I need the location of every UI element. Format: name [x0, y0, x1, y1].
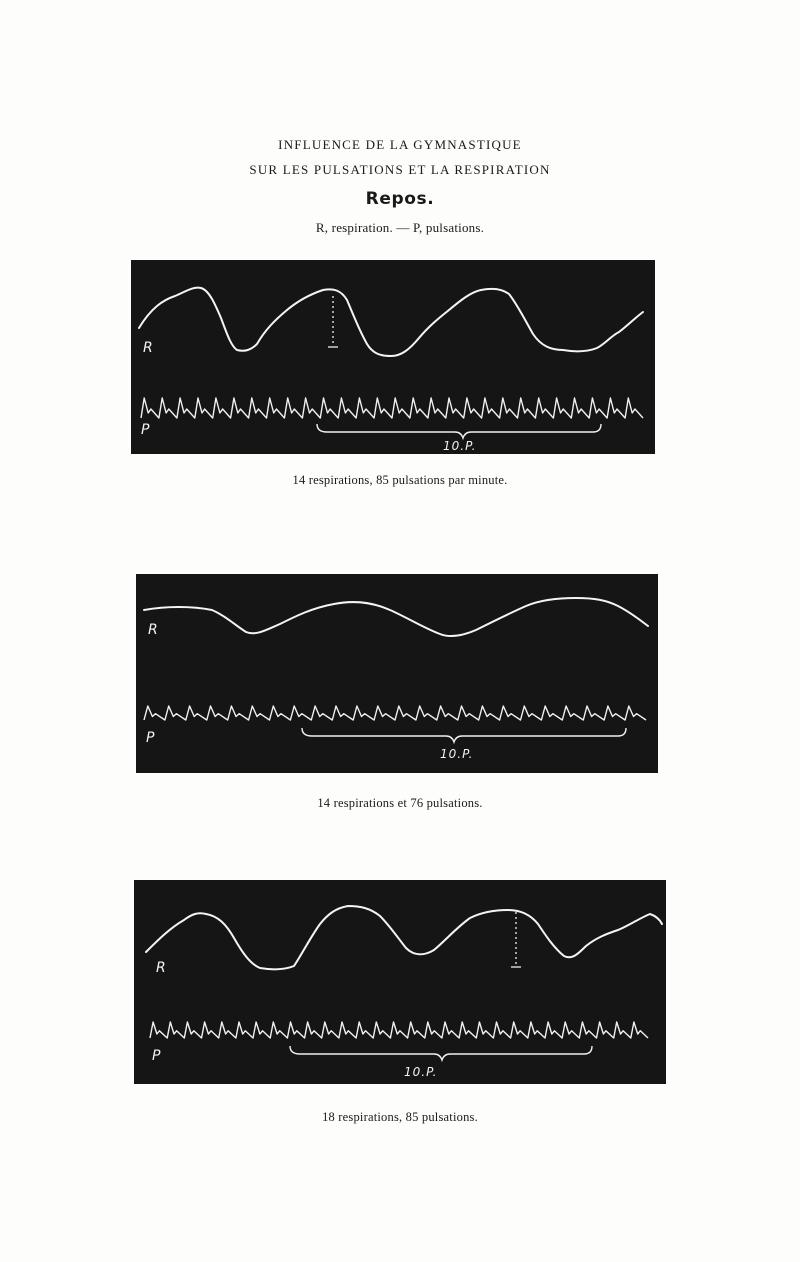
respiration-label-1: R [143, 340, 153, 356]
pulse-label-1: P [141, 422, 150, 438]
interval-label-1: 10.P. [443, 439, 477, 453]
page-heading-line2: SUR LES PULSATIONS ET LA RESPIRATION [249, 162, 551, 177]
pulse-label-2: P [146, 730, 155, 746]
tracing-caption-2: 14 respirations et 76 pulsations. [317, 796, 483, 810]
tracing-panel-3 [134, 880, 666, 1084]
interval-brace-2 [302, 728, 626, 742]
tracing-svg-2 [136, 574, 658, 773]
section-title: Repos. [365, 189, 435, 209]
tracing-caption-3: 18 respirations, 85 pulsations. [322, 1110, 478, 1124]
pulse-label-3: P [152, 1048, 161, 1064]
interval-brace-3 [290, 1046, 592, 1060]
interval-label-2: 10.P. [440, 747, 474, 761]
respiration-trace-3 [146, 906, 662, 969]
pulse-trace-1 [141, 398, 643, 418]
tracing-panel-1 [131, 260, 655, 454]
respiration-label-3: R [156, 960, 166, 976]
page-heading-line1: INFLUENCE DE LA GYMNASTIQUE [278, 137, 522, 152]
respiration-trace-1 [139, 288, 643, 356]
tracing-caption-1: 14 respirations, 85 pulsations par minute. [292, 473, 508, 487]
respiration-trace-2 [144, 598, 648, 636]
pulse-trace-3 [150, 1022, 648, 1038]
legend-text: R, respiration. — P, pulsations. [315, 220, 485, 235]
respiration-label-2: R [148, 622, 158, 638]
tracing-svg-1 [131, 260, 655, 454]
pulse-trace-2 [144, 706, 646, 720]
tracing-svg-3 [134, 880, 666, 1084]
interval-label-3: 10.P. [404, 1065, 438, 1079]
interval-brace-1 [317, 424, 601, 438]
tracing-panel-2 [136, 574, 658, 773]
